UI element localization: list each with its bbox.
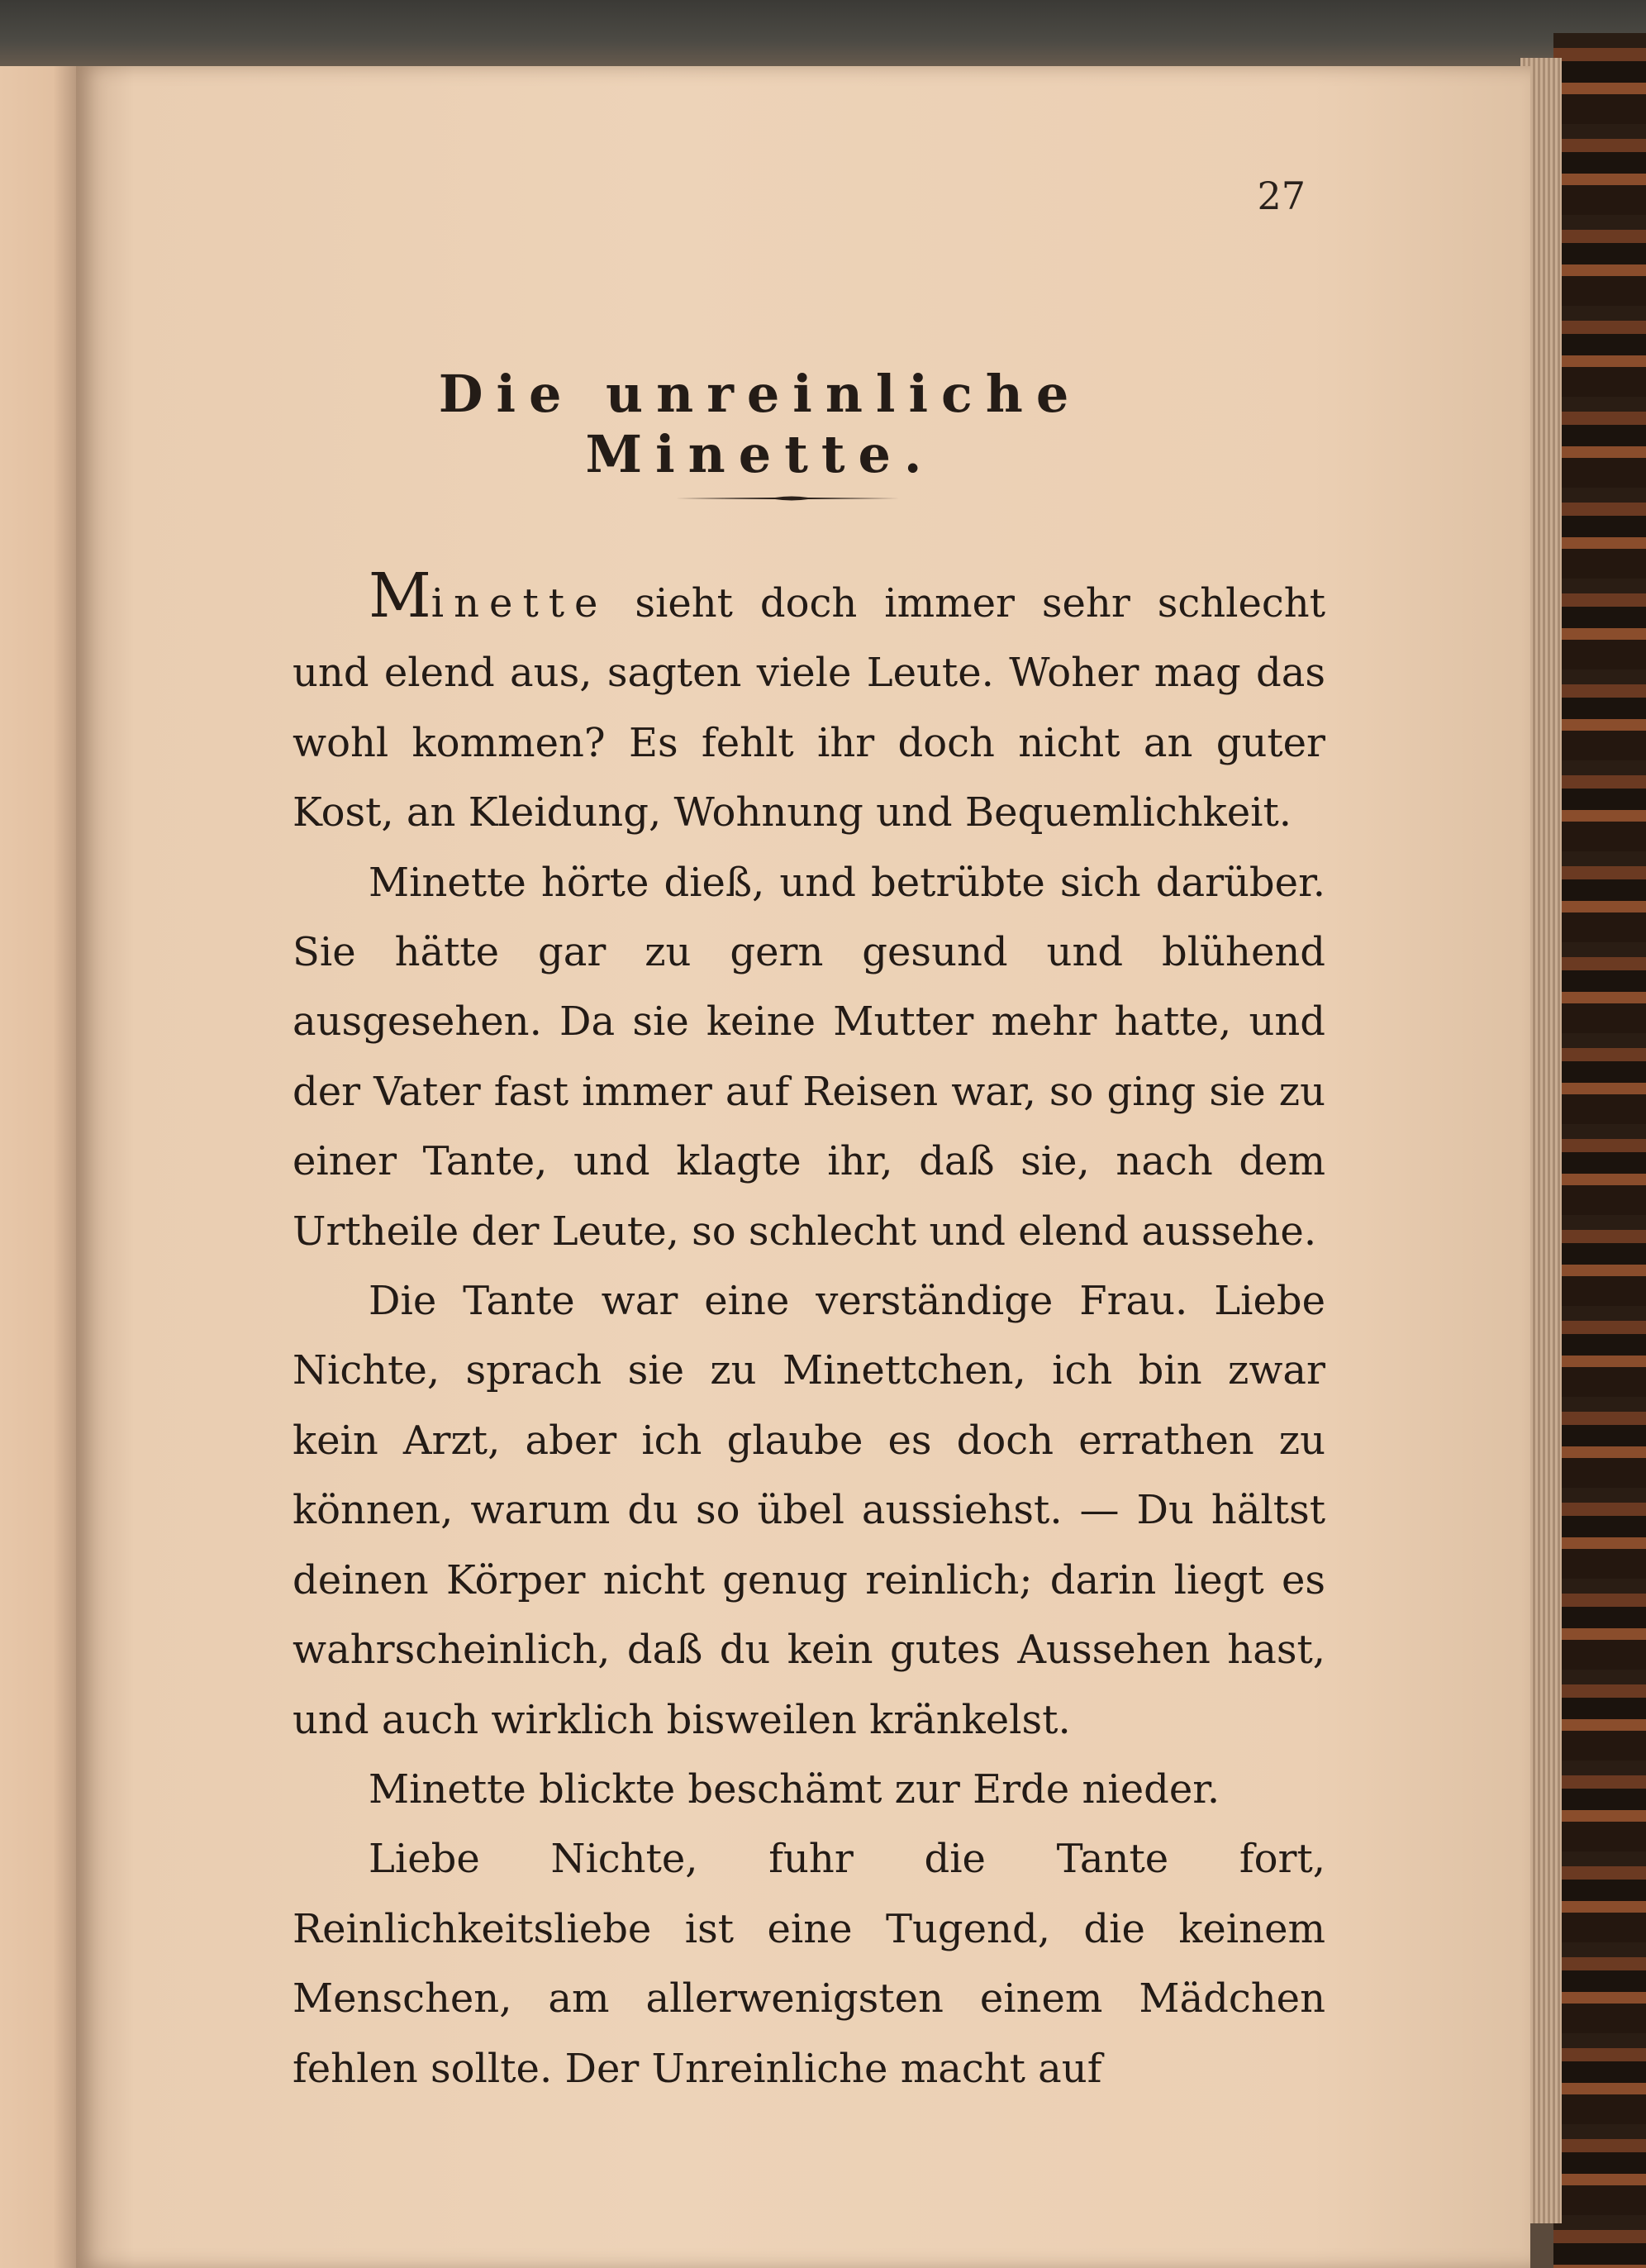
paragraph-1-text: sieht doch immer sehr schlecht und elend aus, sagten viele Leute. Woher mag das wohl kommen? Es fehlt ihr doch nicht an guter Kost, an Kleidung, Wohnung und Bequemlichkeit. bbox=[293, 580, 1325, 836]
body-text bbox=[293, 560, 1325, 2104]
book-top-edge bbox=[0, 0, 1646, 74]
left-page-margin bbox=[0, 66, 76, 2268]
page-number: 27 bbox=[1257, 174, 1306, 218]
paragraph-1 bbox=[293, 560, 1325, 848]
paragraph-4: Minette blickte beschämt zur Erde nieder. bbox=[369, 1765, 1220, 1813]
paragraph-3: Die Tante war eine verständige Frau. Liebe Nichte, sprach sie zu Minettchen, ich bin zwar kein Arzt, aber ich glaube es doch errathen zu können, warum du so übel aussiehst. — Du hältst deinen Körper nicht genug reinlich; darin liegt es wahrscheinlich, daß du kein gutes Aussehen hast, und auch wirklich bisweilen kränkelst. bbox=[293, 1278, 1325, 1743]
lead-word-spaced: inette bbox=[431, 580, 608, 627]
chapter-title: Die unreinliche Minette. bbox=[438, 364, 1082, 484]
ornament-line bbox=[676, 497, 899, 501]
title-ornament-rule bbox=[676, 494, 899, 503]
paragraph-2: Minette hörte dieß, und betrübte sich darüber. Sie hätte gar zu gern gesund und blühend ausgesehen. Da sie keine Mutter mehr hatte, und der Vater fast immer auf Reisen war, so ging sie zu einer Tante, und klagte ihr, daß sie, nach dem Urtheile der Leute, so schlecht und elend aussehe. bbox=[293, 859, 1325, 1255]
book-cover-edge bbox=[1553, 33, 1646, 2268]
drop-initial: M bbox=[369, 560, 431, 631]
paragraph-5: Liebe Nichte, fuhr die Tante fort, Reinlichkeitsliebe ist eine Tugend, die keinem Menschen, am allerwenigsten einem Mädchen fehlen sollte. Der Unreinliche macht auf bbox=[293, 1836, 1325, 2092]
